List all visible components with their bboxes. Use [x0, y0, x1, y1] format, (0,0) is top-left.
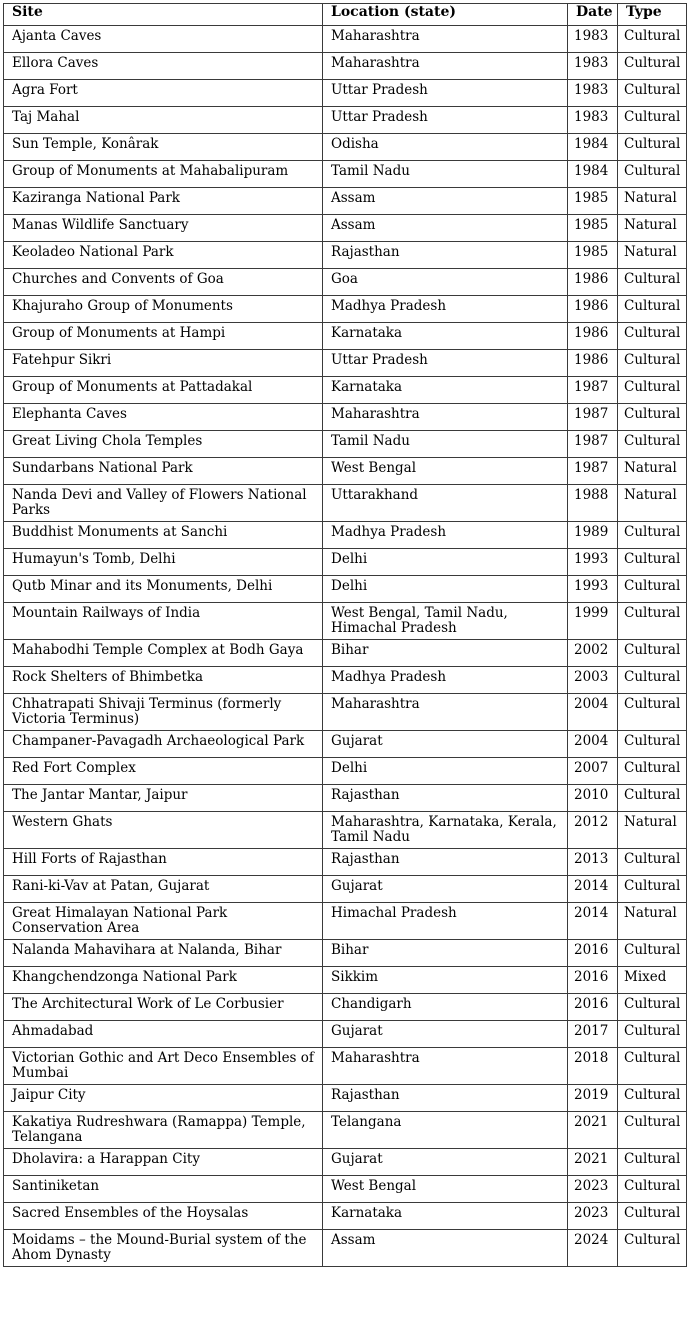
- cell-site: Ajanta Caves: [4, 26, 323, 53]
- cell-site: Sundarbans National Park: [4, 458, 323, 485]
- table-row: [4, 785, 687, 812]
- table-row: [4, 576, 687, 603]
- cell-site: Kakatiya Rudreshwara (Ramappa) Temple, Telangana: [4, 1112, 323, 1149]
- table-row: [4, 667, 687, 694]
- cell-site: Great Himalayan National Park Conservation Area: [4, 903, 323, 940]
- cell-location: Chandigarh: [323, 994, 568, 1021]
- cell-location: Gujarat: [323, 731, 568, 758]
- cell-location: Rajasthan: [323, 849, 568, 876]
- cell-date: 1983: [568, 53, 618, 80]
- cell-type: Cultural: [618, 522, 687, 549]
- cell-date: 2018: [568, 1048, 618, 1085]
- table-row: [4, 269, 687, 296]
- cell-location: Gujarat: [323, 876, 568, 903]
- cell-site: Sacred Ensembles of the Hoysalas: [4, 1203, 323, 1230]
- cell-location: Sikkim: [323, 967, 568, 994]
- table-row: [4, 1230, 687, 1267]
- cell-type: Cultural: [618, 80, 687, 107]
- cell-location: Madhya Pradesh: [323, 522, 568, 549]
- cell-location: Uttarakhand: [323, 485, 568, 522]
- cell-date: 2016: [568, 994, 618, 1021]
- cell-date: 1987: [568, 377, 618, 404]
- cell-type: Cultural: [618, 134, 687, 161]
- cell-type: Cultural: [618, 603, 687, 640]
- cell-type: Cultural: [618, 1112, 687, 1149]
- cell-date: 1985: [568, 188, 618, 215]
- cell-site: Humayun's Tomb, Delhi: [4, 549, 323, 576]
- cell-type: Cultural: [618, 377, 687, 404]
- cell-site: Khangchendzonga National Park: [4, 967, 323, 994]
- cell-site: Qutb Minar and its Monuments, Delhi: [4, 576, 323, 603]
- cell-site: The Jantar Mantar, Jaipur: [4, 785, 323, 812]
- table-row: [4, 53, 687, 80]
- cell-type: Cultural: [618, 731, 687, 758]
- cell-site: Nalanda Mahavihara at Nalanda, Bihar: [4, 940, 323, 967]
- cell-type: Cultural: [618, 107, 687, 134]
- cell-location: Maharashtra: [323, 404, 568, 431]
- table-row: [4, 242, 687, 269]
- cell-date: 1987: [568, 431, 618, 458]
- cell-location: Tamil Nadu: [323, 161, 568, 188]
- table-row: [4, 903, 687, 940]
- cell-date: 1986: [568, 323, 618, 350]
- header-type: Type: [618, 4, 687, 26]
- cell-site: Manas Wildlife Sanctuary: [4, 215, 323, 242]
- cell-location: Uttar Pradesh: [323, 107, 568, 134]
- cell-location: Maharashtra: [323, 26, 568, 53]
- cell-location: Tamil Nadu: [323, 431, 568, 458]
- cell-location: West Bengal: [323, 1176, 568, 1203]
- cell-date: 2017: [568, 1021, 618, 1048]
- cell-date: 1988: [568, 485, 618, 522]
- cell-site: Dholavira: a Harappan City: [4, 1149, 323, 1176]
- cell-type: Cultural: [618, 758, 687, 785]
- cell-date: 2007: [568, 758, 618, 785]
- cell-location: Madhya Pradesh: [323, 667, 568, 694]
- cell-site: Khajuraho Group of Monuments: [4, 296, 323, 323]
- cell-site: Rani-ki-Vav at Patan, Gujarat: [4, 876, 323, 903]
- cell-site: Taj Mahal: [4, 107, 323, 134]
- table-row: [4, 967, 687, 994]
- cell-location: Rajasthan: [323, 1085, 568, 1112]
- cell-date: 1993: [568, 576, 618, 603]
- table-row: [4, 323, 687, 350]
- table-row: [4, 1021, 687, 1048]
- cell-date: 1983: [568, 107, 618, 134]
- table-row: [4, 80, 687, 107]
- cell-date: 1984: [568, 134, 618, 161]
- heritage-sites-table: [3, 3, 687, 1267]
- cell-date: 1985: [568, 242, 618, 269]
- table-row: [4, 377, 687, 404]
- table-row: [4, 522, 687, 549]
- cell-location: Maharashtra, Karnataka, Kerala, Tamil Nadu: [323, 812, 568, 849]
- cell-location: Bihar: [323, 940, 568, 967]
- table-row: [4, 161, 687, 188]
- table-row: [4, 1085, 687, 1112]
- cell-type: Natural: [618, 242, 687, 269]
- cell-site: Ellora Caves: [4, 53, 323, 80]
- cell-location: Himachal Pradesh: [323, 903, 568, 940]
- cell-type: Cultural: [618, 640, 687, 667]
- table-row: [4, 1203, 687, 1230]
- cell-site: The Architectural Work of Le Corbusier: [4, 994, 323, 1021]
- cell-location: Assam: [323, 215, 568, 242]
- cell-site: Nanda Devi and Valley of Flowers National Parks: [4, 485, 323, 522]
- cell-type: Cultural: [618, 26, 687, 53]
- table-row: [4, 26, 687, 53]
- table-row: [4, 188, 687, 215]
- table-row: [4, 350, 687, 377]
- cell-location: West Bengal, Tamil Nadu, Himachal Pradesh: [323, 603, 568, 640]
- cell-location: Odisha: [323, 134, 568, 161]
- cell-date: 2016: [568, 967, 618, 994]
- table-row: [4, 1112, 687, 1149]
- cell-location: Goa: [323, 269, 568, 296]
- cell-location: Maharashtra: [323, 1048, 568, 1085]
- table-row: [4, 134, 687, 161]
- cell-date: 2002: [568, 640, 618, 667]
- cell-type: Mixed: [618, 967, 687, 994]
- cell-type: Cultural: [618, 296, 687, 323]
- cell-date: 2023: [568, 1176, 618, 1203]
- table-header-row: [4, 4, 687, 26]
- cell-location: Karnataka: [323, 377, 568, 404]
- cell-type: Cultural: [618, 994, 687, 1021]
- table-row: [4, 1176, 687, 1203]
- cell-location: Maharashtra: [323, 694, 568, 731]
- cell-date: 1985: [568, 215, 618, 242]
- cell-date: 2021: [568, 1112, 618, 1149]
- cell-location: Telangana: [323, 1112, 568, 1149]
- cell-type: Cultural: [618, 1230, 687, 1267]
- cell-site: Group of Monuments at Mahabalipuram: [4, 161, 323, 188]
- table-row: [4, 849, 687, 876]
- cell-type: Cultural: [618, 269, 687, 296]
- cell-type: Cultural: [618, 161, 687, 188]
- table-body: [4, 26, 687, 1267]
- cell-type: Cultural: [618, 667, 687, 694]
- cell-site: Western Ghats: [4, 812, 323, 849]
- cell-date: 2003: [568, 667, 618, 694]
- cell-type: Cultural: [618, 53, 687, 80]
- cell-type: Cultural: [618, 876, 687, 903]
- cell-date: 2012: [568, 812, 618, 849]
- cell-date: 1999: [568, 603, 618, 640]
- table-row: [4, 549, 687, 576]
- cell-location: Madhya Pradesh: [323, 296, 568, 323]
- cell-site: Santiniketan: [4, 1176, 323, 1203]
- cell-date: 2019: [568, 1085, 618, 1112]
- cell-site: Group of Monuments at Hampi: [4, 323, 323, 350]
- cell-date: 1983: [568, 80, 618, 107]
- table-row: [4, 404, 687, 431]
- cell-date: 1989: [568, 522, 618, 549]
- cell-site: Red Fort Complex: [4, 758, 323, 785]
- table-row: [4, 1149, 687, 1176]
- cell-type: Natural: [618, 458, 687, 485]
- cell-location: Gujarat: [323, 1021, 568, 1048]
- cell-location: Delhi: [323, 576, 568, 603]
- cell-date: 1986: [568, 269, 618, 296]
- cell-type: Natural: [618, 812, 687, 849]
- table-row: [4, 731, 687, 758]
- cell-site: Keoladeo National Park: [4, 242, 323, 269]
- cell-site: Sun Temple, Konârak: [4, 134, 323, 161]
- cell-location: Karnataka: [323, 1203, 568, 1230]
- cell-type: Natural: [618, 215, 687, 242]
- table-row: [4, 940, 687, 967]
- cell-type: Cultural: [618, 1048, 687, 1085]
- cell-location: Gujarat: [323, 1149, 568, 1176]
- table-row: [4, 603, 687, 640]
- cell-location: Uttar Pradesh: [323, 80, 568, 107]
- cell-site: Mountain Railways of India: [4, 603, 323, 640]
- cell-date: 1983: [568, 26, 618, 53]
- cell-date: 1993: [568, 549, 618, 576]
- cell-type: Natural: [618, 188, 687, 215]
- cell-type: Cultural: [618, 350, 687, 377]
- table-row: [4, 812, 687, 849]
- cell-location: Assam: [323, 188, 568, 215]
- table-row: [4, 758, 687, 785]
- cell-type: Cultural: [618, 404, 687, 431]
- table-row: [4, 694, 687, 731]
- cell-type: Cultural: [618, 1176, 687, 1203]
- cell-location: Karnataka: [323, 323, 568, 350]
- cell-date: 1986: [568, 296, 618, 323]
- cell-site: Churches and Convents of Goa: [4, 269, 323, 296]
- table-row: [4, 640, 687, 667]
- cell-date: 2010: [568, 785, 618, 812]
- cell-site: Hill Forts of Rajasthan: [4, 849, 323, 876]
- table-row: [4, 107, 687, 134]
- header-location: Location (state): [323, 4, 568, 26]
- cell-type: Natural: [618, 485, 687, 522]
- cell-site: Jaipur City: [4, 1085, 323, 1112]
- cell-location: Uttar Pradesh: [323, 350, 568, 377]
- cell-date: 1987: [568, 404, 618, 431]
- table-row: [4, 296, 687, 323]
- cell-date: 1986: [568, 350, 618, 377]
- cell-date: 1984: [568, 161, 618, 188]
- cell-type: Natural: [618, 903, 687, 940]
- cell-date: 2016: [568, 940, 618, 967]
- cell-site: Champaner-Pavagadh Archaeological Park: [4, 731, 323, 758]
- cell-site: Elephanta Caves: [4, 404, 323, 431]
- cell-site: Agra Fort: [4, 80, 323, 107]
- cell-site: Buddhist Monuments at Sanchi: [4, 522, 323, 549]
- cell-date: 1987: [568, 458, 618, 485]
- cell-date: 2023: [568, 1203, 618, 1230]
- table-row: [4, 1048, 687, 1085]
- header-date: Date: [568, 4, 618, 26]
- cell-type: Cultural: [618, 549, 687, 576]
- table-row: [4, 876, 687, 903]
- cell-site: Rock Shelters of Bhimbetka: [4, 667, 323, 694]
- table-row: [4, 458, 687, 485]
- cell-date: 2021: [568, 1149, 618, 1176]
- cell-type: Cultural: [618, 1203, 687, 1230]
- cell-type: Cultural: [618, 940, 687, 967]
- cell-date: 2024: [568, 1230, 618, 1267]
- cell-type: Cultural: [618, 1021, 687, 1048]
- cell-location: Delhi: [323, 549, 568, 576]
- cell-date: 2004: [568, 731, 618, 758]
- cell-site: Kaziranga National Park: [4, 188, 323, 215]
- cell-site: Fatehpur Sikri: [4, 350, 323, 377]
- cell-location: Delhi: [323, 758, 568, 785]
- cell-type: Cultural: [618, 576, 687, 603]
- cell-location: West Bengal: [323, 458, 568, 485]
- cell-site: Chhatrapati Shivaji Terminus (formerly Victoria Terminus): [4, 694, 323, 731]
- cell-type: Cultural: [618, 694, 687, 731]
- cell-type: Cultural: [618, 849, 687, 876]
- cell-date: 2004: [568, 694, 618, 731]
- table-row: [4, 215, 687, 242]
- cell-type: Cultural: [618, 1085, 687, 1112]
- cell-site: Group of Monuments at Pattadakal: [4, 377, 323, 404]
- cell-type: Cultural: [618, 431, 687, 458]
- cell-site: Moidams – the Mound-Burial system of the Ahom Dynasty: [4, 1230, 323, 1267]
- table-row: [4, 994, 687, 1021]
- table-row: [4, 485, 687, 522]
- cell-site: Mahabodhi Temple Complex at Bodh Gaya: [4, 640, 323, 667]
- header-site: Site: [4, 4, 323, 26]
- cell-date: 2014: [568, 903, 618, 940]
- cell-date: 2014: [568, 876, 618, 903]
- cell-location: Assam: [323, 1230, 568, 1267]
- cell-site: Ahmadabad: [4, 1021, 323, 1048]
- cell-site: Great Living Chola Temples: [4, 431, 323, 458]
- cell-date: 2013: [568, 849, 618, 876]
- cell-location: Maharashtra: [323, 53, 568, 80]
- table-row: [4, 431, 687, 458]
- cell-location: Rajasthan: [323, 785, 568, 812]
- cell-location: Rajasthan: [323, 242, 568, 269]
- cell-type: Cultural: [618, 323, 687, 350]
- cell-type: Cultural: [618, 1149, 687, 1176]
- cell-location: Bihar: [323, 640, 568, 667]
- cell-site: Victorian Gothic and Art Deco Ensembles of Mumbai: [4, 1048, 323, 1085]
- cell-type: Cultural: [618, 785, 687, 812]
